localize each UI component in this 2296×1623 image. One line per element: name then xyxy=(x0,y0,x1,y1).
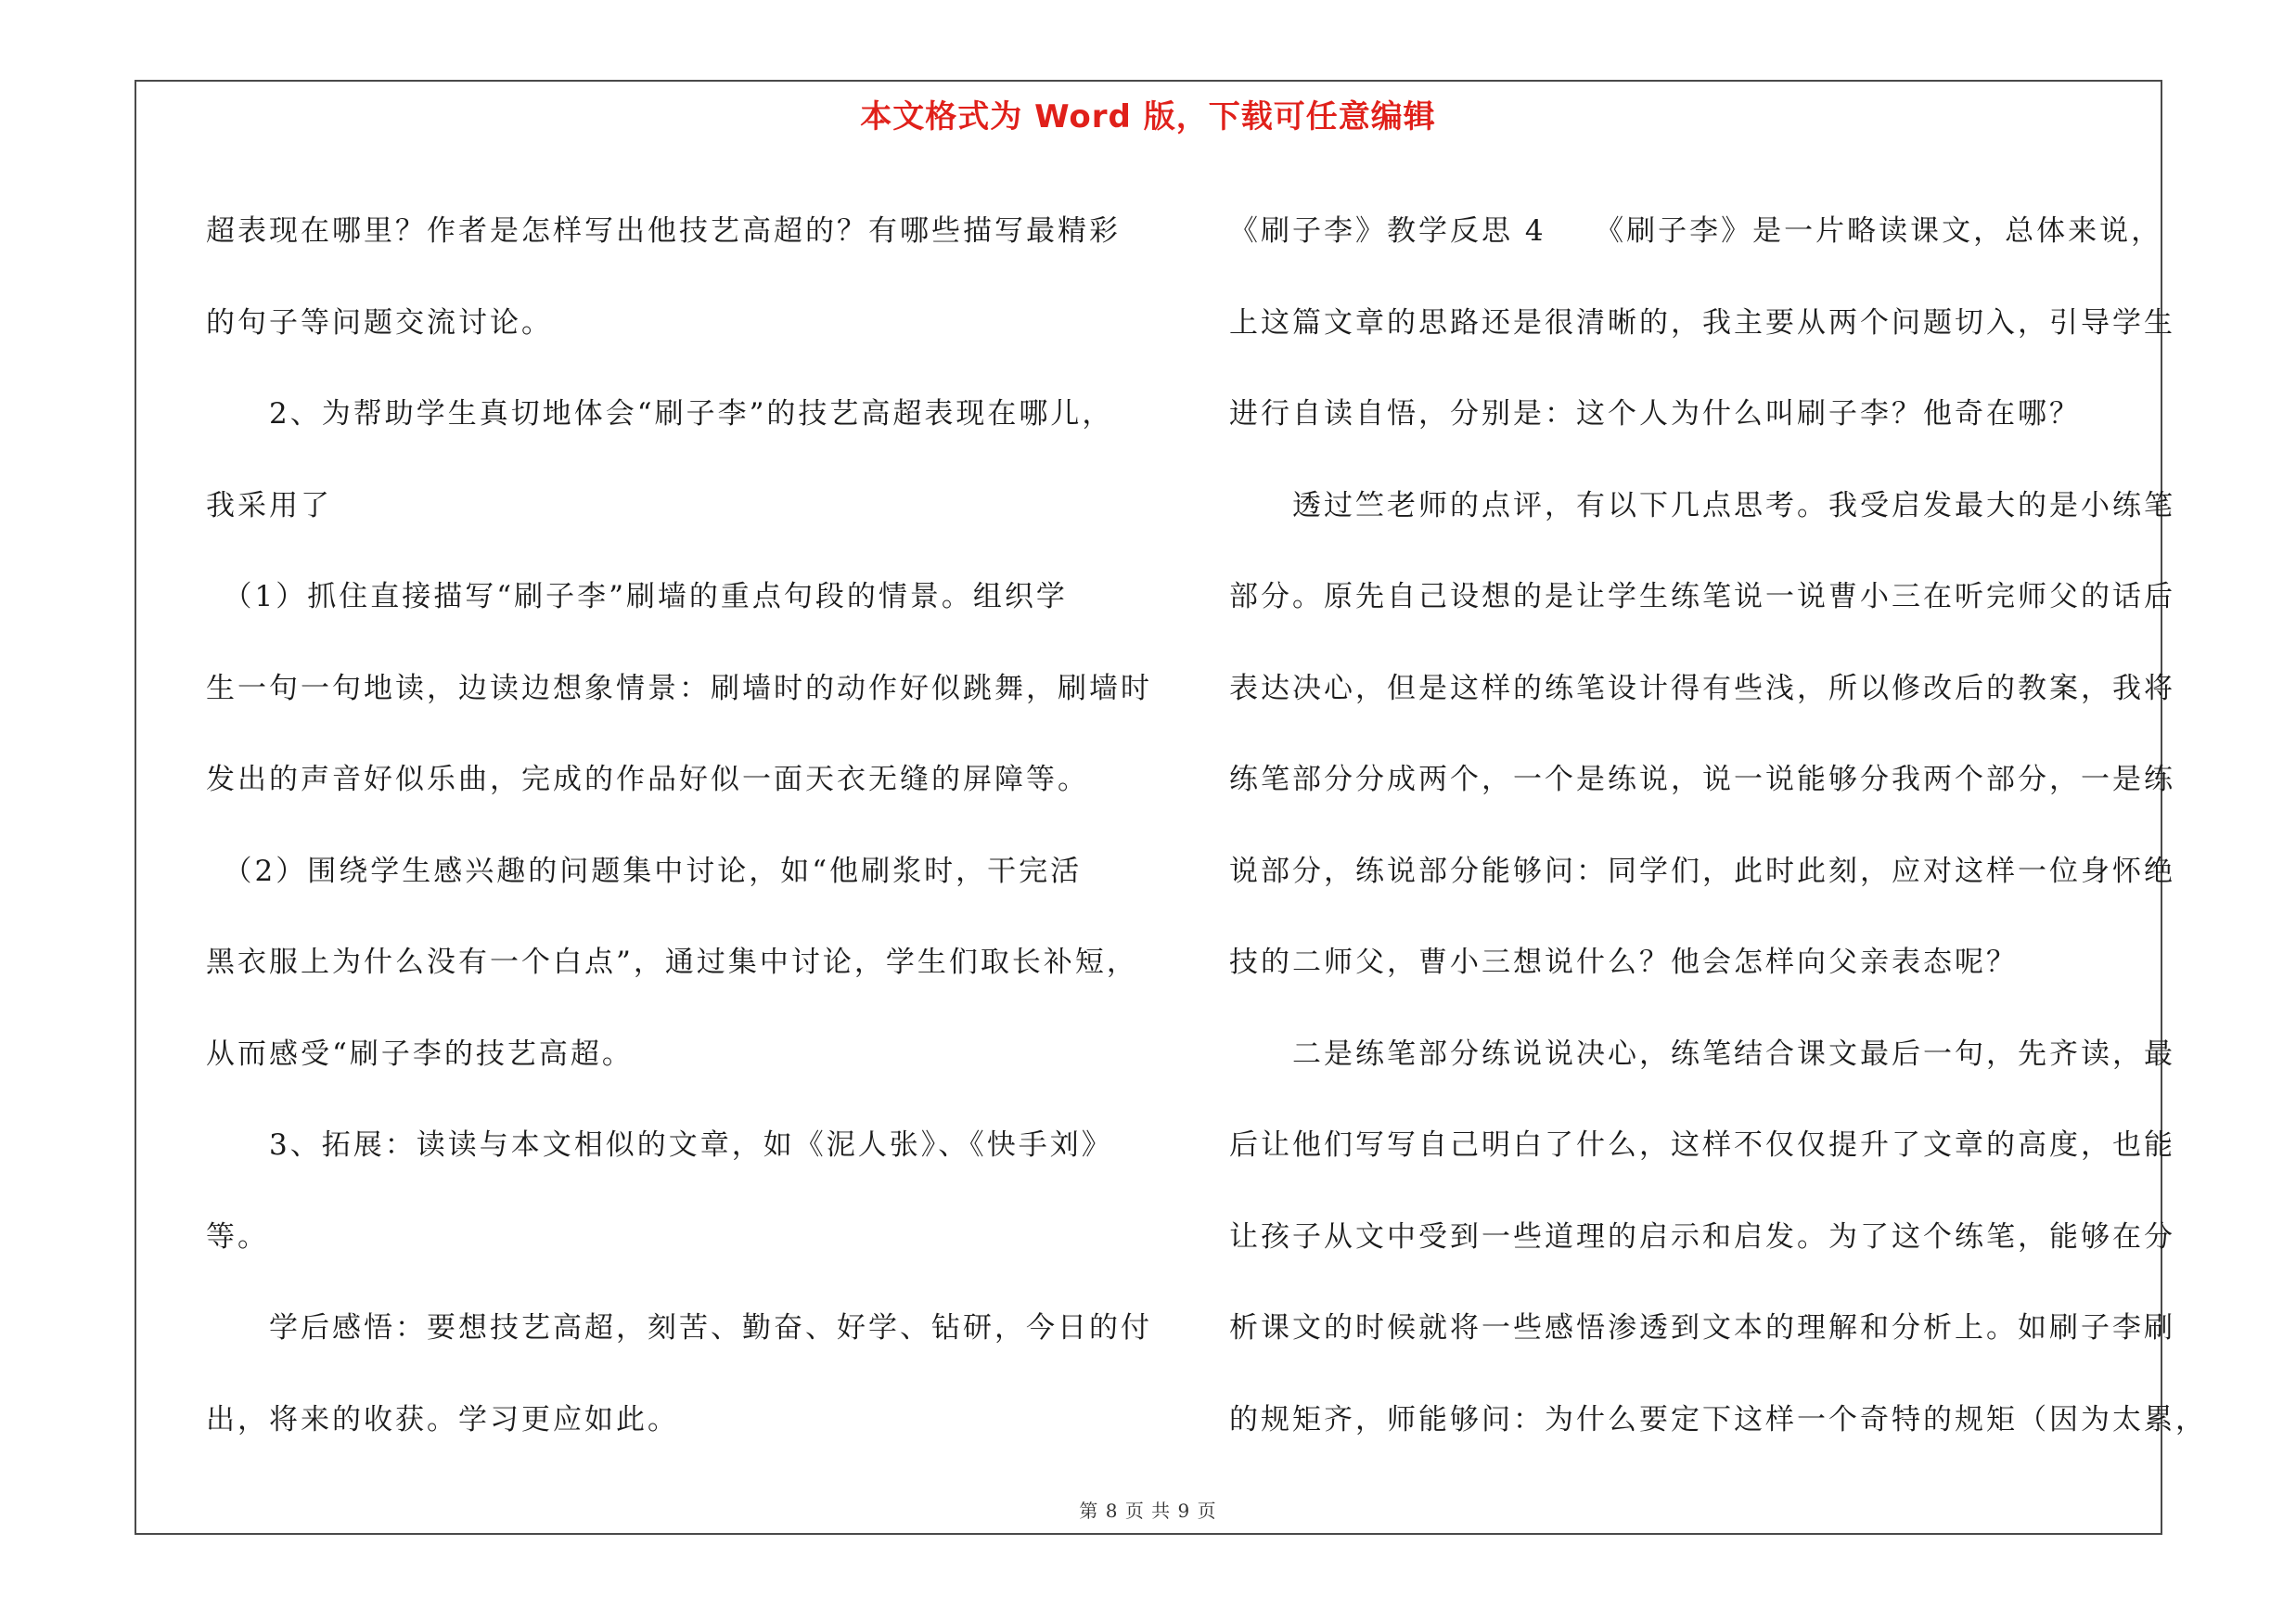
right-line-9: 技的二师父，曹小三想说什么？他会怎样向父亲表态呢？ xyxy=(1229,946,2018,979)
right-line-10: 二是练笔部分练说说决心，练笔结合课文最后一句，先齐读，最 xyxy=(1229,1037,2175,1071)
left-line-4: 我采用了 xyxy=(206,488,332,522)
right-column xyxy=(1229,186,2207,1465)
right-line-11: 后让他们写写自己明白了什么，这样不仅仅提升了文章的高度，也能 xyxy=(1229,1128,2175,1162)
right-line-3: 进行自读自悟，分别是：这个人为什么叫刷子李？他奇在哪？ xyxy=(1229,397,2081,431)
right-line-14: 的规矩齐，师能够问：为什么要定下这样一个奇特的规矩（因为太累， xyxy=(1229,1402,2207,1436)
right-line-4: 透过竺老师的点评，有以下几点思考。我受启发最大的是小练笔 xyxy=(1229,488,2175,522)
right-line-7: 练笔部分分成两个，一个是练说，说一说能够分我两个部分，一是练 xyxy=(1229,763,2175,796)
left-line-11: 3、拓展：读读与本文相似的文章，如《泥人张》、《快手刘》 xyxy=(206,1128,1113,1162)
left-line-10: 从而感受“刷子李的技艺高超。 xyxy=(206,1037,634,1071)
right-line-1: 《刷子李》教学反思 4 《刷子李》是一片略读课文，总体来说， xyxy=(1229,214,2163,248)
right-line-12: 让孩子从文中受到一些道理的启示和启发。为了这个练笔，能够在分 xyxy=(1229,1219,2175,1254)
right-line-6: 表达决心，但是这样的练笔设计得有些浅，所以修改后的教案，我将 xyxy=(1229,671,2175,705)
right-line-5: 部分。原先自己设想的是让学生练笔说一说曹小三在听完师父的话后 xyxy=(1229,580,2175,613)
left-line-1: 超表现在哪里？作者是怎样写出他技艺高超的？有哪些描写最精彩 xyxy=(206,214,1121,248)
left-line-3: 2、为帮助学生真切地体会“刷子李”的技艺高超表现在哪儿， xyxy=(206,397,1114,431)
right-line-13: 析课文的时候就将一些感悟渗透到文本的理解和分析上。如刷子李刷 xyxy=(1229,1311,2175,1345)
left-line-14: 出，将来的收获。学习更应如此。 xyxy=(206,1402,679,1436)
right-line-8: 说部分，练说部分能够问：同学们，此时此刻，应对这样一位身怀绝 xyxy=(1229,854,2175,888)
left-line-9: 黑衣服上为什么没有一个白点”，通过集中讨论，学生们取长补短， xyxy=(206,946,1138,979)
left-line-13: 学后感悟：要想技艺高超，刻苦、勤奋、好学、钻研，今日的付 xyxy=(206,1311,1152,1345)
left-line-6: 生一句一句地读，边读边想象情景：刷墙时的动作好似跳舞，刷墙时 xyxy=(206,671,1152,705)
left-column xyxy=(206,186,1152,1465)
page-number: 第 8 页 共 9 页 xyxy=(1079,1500,1217,1522)
left-line-7: 发出的声音好似乐曲，完成的作品好似一面天衣无缝的屏障等。 xyxy=(206,763,1089,796)
left-line-8: （2）围绕学生感兴趣的问题集中讨论，如“他刷浆时，干完活 xyxy=(206,854,1083,888)
right-line-2: 上这篇文章的思路还是很清晰的，我主要从两个问题切入，引导学生 xyxy=(1229,305,2175,340)
format-banner: 本文格式为 Word 版，下载可任意编辑 xyxy=(860,98,1436,135)
left-line-5: （1）抓住直接描写“刷子李”刷墙的重点句段的情景。组织学 xyxy=(206,580,1068,613)
left-line-12: 等。 xyxy=(206,1219,269,1254)
left-line-2: 的句子等问题交流讨论。 xyxy=(206,305,553,340)
